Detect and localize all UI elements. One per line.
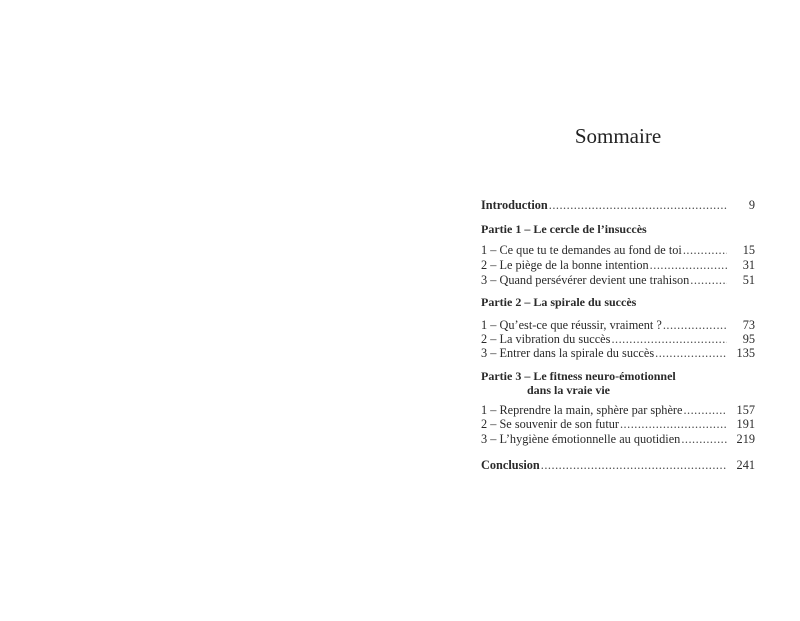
entry-page: 241 [736, 458, 755, 472]
dot-leader [681, 432, 727, 447]
toc-entry[interactable] [481, 318, 755, 333]
entry-label: 3 – Quand persévérer devient une trahison [481, 273, 690, 287]
toc-entry-introduction[interactable] [481, 198, 755, 213]
toc-entry-conclusion[interactable] [481, 458, 755, 473]
dot-leader [541, 458, 727, 473]
dot-leader [549, 198, 727, 213]
entry-page: 31 [742, 258, 755, 272]
entry-page: 219 [736, 432, 755, 446]
part-heading-3 [481, 369, 676, 397]
toc-entry[interactable] [481, 243, 755, 258]
entry-page: 95 [742, 332, 755, 346]
toc-entry[interactable] [481, 346, 755, 361]
entry-label: 3 – L’hygiène émotionnelle au quotidien [481, 432, 681, 446]
part-heading-line1: Partie 3 – Le fitness neuro-émotionnel [481, 369, 676, 383]
dot-leader [620, 417, 727, 432]
entry-label: 2 – Le piège de la bonne intention [481, 258, 649, 272]
part-heading-1: Partie 1 – Le cercle de l’insuccès [481, 222, 647, 236]
entry-page: 157 [736, 403, 755, 417]
part-heading-line2: dans la vraie vie [527, 383, 610, 397]
entry-page: 191 [736, 417, 755, 431]
dot-leader [655, 346, 727, 361]
entry-page: 73 [742, 318, 755, 332]
toc-entry[interactable] [481, 273, 755, 288]
entry-label: 3 – Entrer dans la spirale du succès [481, 346, 655, 360]
entry-label: Conclusion [481, 458, 540, 472]
page-title: Sommaire [574, 124, 662, 148]
dot-leader [650, 258, 727, 273]
dot-leader [690, 273, 727, 288]
entry-label: Introduction [481, 198, 548, 212]
toc-entry[interactable] [481, 332, 755, 347]
toc-entry[interactable] [481, 417, 755, 432]
part-heading-2: Partie 2 – La spirale du succès [481, 295, 637, 309]
toc-entry[interactable] [481, 403, 755, 418]
entry-page: 15 [742, 243, 755, 257]
entry-page: 51 [742, 273, 755, 287]
toc-entry[interactable] [481, 258, 755, 273]
entry-page: 135 [736, 346, 755, 360]
entry-label: 2 – La vibration du succès [481, 332, 611, 346]
toc-entry[interactable] [481, 432, 755, 447]
entry-page: 9 [748, 198, 755, 212]
dot-leader [683, 403, 727, 418]
dot-leader [663, 318, 727, 333]
entry-label: 2 – Se souvenir de son futur [481, 417, 619, 431]
entry-label: 1 – Ce que tu te demandes au fond de toi [481, 243, 682, 257]
entry-label: 1 – Reprendre la main, sphère par sphère [481, 403, 683, 417]
dot-leader [611, 332, 727, 347]
dot-leader [683, 243, 727, 258]
entry-label: 1 – Qu’est-ce que réussir, vraiment ? [481, 318, 662, 332]
